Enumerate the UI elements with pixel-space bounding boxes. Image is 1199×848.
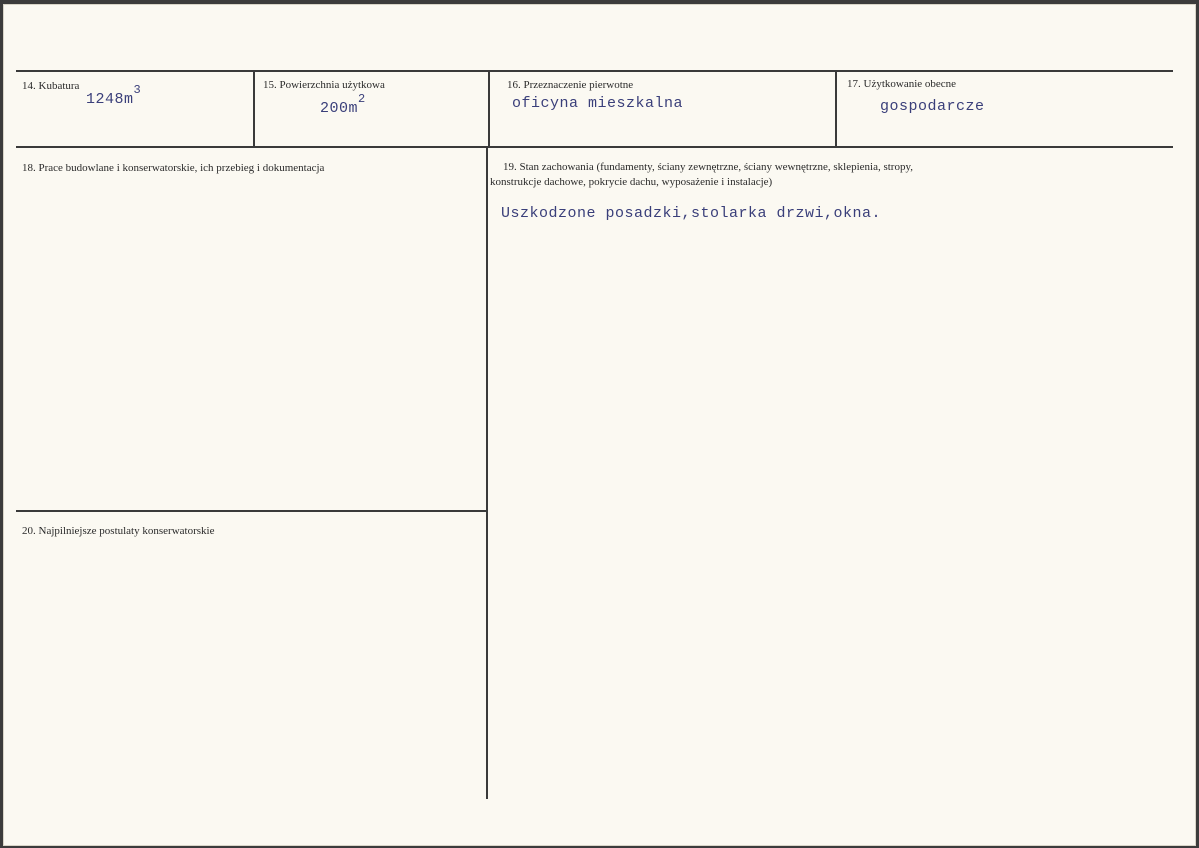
field-14-value <box>86 83 142 108</box>
col-divider-16-17 <box>835 71 837 147</box>
field-15-label: 15. Powierzchnia użytkowa <box>263 79 385 91</box>
field-14-label: 14. Kubatura <box>22 80 80 92</box>
section-18-20-divider <box>16 510 486 512</box>
col-divider-15-16 <box>488 71 490 147</box>
field-20-label: 20. Najpilniejsze postulaty konserwatorskie <box>22 525 215 537</box>
field-18-label: 18. Prace budowlane i konserwatorskie, ich przebieg i dokumentacja <box>22 162 325 174</box>
field-15-value-text: 200m <box>320 100 359 117</box>
top-border-line <box>16 70 1173 72</box>
field-16-label: 16. Przeznaczenie pierwotne <box>507 79 634 91</box>
main-vertical-divider <box>486 147 488 799</box>
field-19-label-line1: 19. Stan zachowania (fundamenty, ściany zewnętrzne, ściany wewnętrzne, sklepienia, stropy, <box>503 161 914 173</box>
field-16-value: oficyna mieszkalna <box>512 95 684 112</box>
field-17-value: gospodarcze <box>880 98 985 115</box>
row-divider-line <box>16 146 1173 148</box>
field-15-value <box>320 92 366 117</box>
field-14-unit-exponent: 3 <box>133 83 142 97</box>
field-14-value-text: 1248m <box>86 91 134 108</box>
field-15-unit-exponent: 2 <box>358 92 366 106</box>
field-19-value: Uszkodzone posadzki,stolarka drzwi,okna. <box>501 205 882 222</box>
col-divider-14-15 <box>253 71 255 147</box>
field-17-label: 17. Użytkowanie obecne <box>847 78 957 90</box>
record-card <box>3 4 1196 846</box>
field-19-label-line2: konstrukcje dachowe, pokrycie dachu, wyposażenie i instalacje) <box>490 176 773 188</box>
